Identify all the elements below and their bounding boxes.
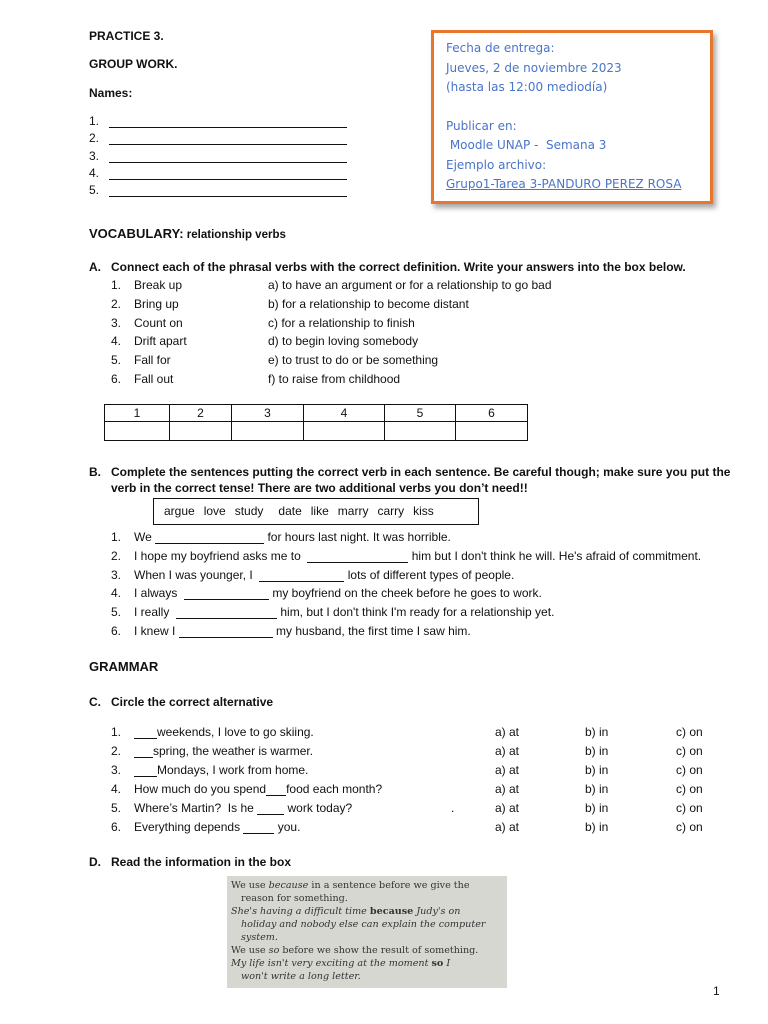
option-a[interactable]: a) at	[495, 820, 520, 834]
section-d-letter: D.	[89, 855, 101, 869]
grammar-item-2: 2. spring, the weather is warmer. a) at b) in c) on	[111, 744, 703, 758]
answer-table	[104, 404, 528, 441]
due-date-label: Fecha de entrega:	[446, 41, 555, 55]
section-a-item-4: 4. Drift apart d) to begin loving somebody	[111, 334, 419, 348]
blank-field[interactable]	[155, 532, 264, 544]
option-b[interactable]: b) in	[585, 782, 609, 796]
grammar-item-4: 4. How much do you spend food each month? a) at b) in c) on	[111, 782, 703, 796]
option-a[interactable]: a) at	[495, 801, 520, 815]
grammar-reading-box	[227, 876, 507, 988]
word-bank-item: date	[278, 504, 302, 518]
practice-title: PRACTICE 3.	[89, 29, 164, 43]
table-header: 4	[304, 405, 385, 422]
blank-field[interactable]	[134, 746, 153, 758]
sentence-6: 6. I knew I my husband, the first time I saw him.	[111, 624, 471, 638]
option-c[interactable]: c) on	[676, 725, 703, 739]
section-a-instruction: Connect each of the phrasal verbs with the correct definition. Write your answers into the box below.	[111, 260, 686, 274]
answer-cell[interactable]	[170, 422, 232, 441]
answer-cell[interactable]	[232, 422, 304, 441]
blank-field[interactable]	[259, 570, 344, 582]
option-a[interactable]: a) at	[495, 744, 520, 758]
option-b[interactable]: b) in	[585, 763, 609, 777]
name-line-1[interactable]	[89, 114, 347, 128]
blank-field[interactable]	[176, 607, 277, 619]
box-line: My life isn't very exciting at the moment so I	[231, 958, 451, 969]
blank-field[interactable]	[134, 765, 157, 777]
box-line: She's having a difficult time because Judy's on	[231, 906, 461, 917]
answer-cell[interactable]	[385, 422, 456, 441]
section-b-letter: B.	[89, 465, 101, 479]
box-line: We use so before we show the result of something.	[231, 945, 479, 956]
word-bank-item: love	[203, 504, 226, 518]
name-line-4[interactable]	[89, 166, 347, 180]
section-c-instruction: Circle the correct alternative	[111, 695, 274, 709]
table-header: 1	[105, 405, 170, 422]
word-bank-item: carry	[377, 504, 405, 518]
grammar-item-6: 6. Everything depends you. a) at b) in c) on	[111, 820, 703, 834]
section-b-instruction-1: Complete the sentences putting the correct verb in each sentence. Be careful though; make sure you put the	[111, 465, 731, 479]
table-header: 3	[232, 405, 304, 422]
blank-field[interactable]	[266, 784, 286, 796]
publish-label: Publicar en:	[446, 118, 517, 133]
section-a-item-2: 2. Bring up b) for a relationship to become distant	[111, 297, 469, 311]
answer-cell[interactable]	[105, 422, 170, 441]
option-c[interactable]: c) on	[676, 763, 703, 777]
section-a-item-1: 1. Break up a) to have an argument or for a relationship to go bad	[111, 278, 552, 292]
sentence-2: 2. I hope my boyfriend asks me to him but I don't think he will. He's afraid of commitment.	[111, 549, 702, 563]
table-header: 5	[385, 405, 456, 422]
name-number: 4.	[89, 166, 100, 180]
word-bank-item: study	[234, 504, 264, 518]
sentence-3: 3. When I was younger, I lots of different types of people.	[111, 568, 515, 582]
option-a[interactable]: a) at	[495, 763, 520, 777]
example-file-name[interactable]: Grupo1-Tarea 3-PANDURO PEREZ ROSA	[446, 177, 682, 191]
box-line: won't write a long letter.	[241, 971, 361, 982]
answer-cell[interactable]	[304, 422, 385, 441]
answer-cell[interactable]	[456, 422, 528, 441]
section-b-instruction-2: verb in the correct tense! There are two additional verbs you don’t need!!	[111, 481, 528, 495]
table-header: 6	[456, 405, 528, 422]
word-bank-item: argue	[164, 504, 195, 518]
section-c-letter: C.	[89, 695, 101, 709]
word-bank-item: marry	[337, 504, 369, 518]
stray-dot: .	[451, 801, 455, 815]
name-number: 1.	[89, 114, 100, 128]
option-b[interactable]: b) in	[585, 801, 609, 815]
example-file-label: Ejemplo archivo:	[446, 157, 547, 172]
name-number: 3.	[89, 149, 100, 163]
page-number: 1	[713, 984, 720, 998]
section-a-letter: A.	[89, 260, 101, 274]
vocabulary-heading: VOCABULARY: relationship verbs	[89, 226, 286, 241]
table-header: 2	[170, 405, 232, 422]
section-d-instruction: Read the information in the box	[111, 855, 292, 869]
box-line: We use because in a sentence before we give the	[231, 880, 470, 891]
word-bank-item: like	[310, 504, 329, 518]
option-c[interactable]: c) on	[676, 744, 703, 758]
box-line: holiday and nobody else can explain the computer	[241, 919, 486, 930]
blank-field[interactable]	[243, 822, 274, 834]
grammar-item-1: 1. weekends, I love to go skiing. a) at b) in c) on	[111, 725, 703, 739]
name-number: 5.	[89, 183, 100, 197]
blank-field[interactable]	[307, 551, 408, 563]
group-work-label: GROUP WORK.	[89, 57, 178, 71]
name-line-2[interactable]	[89, 131, 347, 145]
submission-info-box	[431, 30, 713, 204]
name-line-3[interactable]	[89, 149, 347, 163]
option-b[interactable]: b) in	[585, 725, 609, 739]
sentence-1: 1. We for hours last night. It was horrible.	[111, 530, 451, 544]
sentence-4: 4. I always my boyfriend on the cheek before he goes to work.	[111, 586, 542, 600]
name-number: 2.	[89, 131, 100, 145]
option-a[interactable]: a) at	[495, 725, 520, 739]
option-c[interactable]: c) on	[676, 801, 703, 815]
grammar-heading: GRAMMAR	[89, 659, 159, 674]
names-label: Names:	[89, 86, 133, 100]
blank-field[interactable]	[257, 803, 284, 815]
sentence-5: 5. I really him, but I don't think I'm ready for a relationship yet.	[111, 605, 555, 619]
option-b[interactable]: b) in	[585, 744, 609, 758]
due-date: Jueves, 2 de noviembre 2023	[446, 60, 622, 75]
due-time: (hasta las 12:00 mediodía)	[446, 80, 608, 94]
option-b[interactable]: b) in	[585, 820, 609, 834]
grammar-item-3: 3. Mondays, I work from home. a) at b) in c) on	[111, 763, 703, 777]
blank-field[interactable]	[134, 727, 157, 739]
publish-location: Moodle UNAP - Semana 3	[446, 138, 607, 152]
blank-field[interactable]	[184, 588, 269, 600]
section-a-item-3: 3. Count on c) for a relationship to finish	[111, 316, 415, 330]
section-a-item-6: 6. Fall out f) to raise from childhood	[111, 372, 401, 386]
blank-field[interactable]	[179, 626, 273, 638]
grammar-item-5: 5. Where’s Martin? Is he work today? . a) at b) in c) on	[111, 801, 703, 815]
word-bank-item: kiss	[413, 504, 434, 518]
box-line: reason for something.	[241, 893, 348, 904]
option-c[interactable]: c) on	[676, 820, 703, 834]
option-c[interactable]: c) on	[676, 782, 703, 796]
option-a[interactable]: a) at	[495, 782, 520, 796]
box-line: system.	[241, 932, 278, 943]
section-a-item-5: 5. Fall for e) to trust to do or be something	[111, 353, 439, 367]
name-line-5[interactable]	[89, 183, 347, 197]
word-bank	[153, 498, 479, 525]
